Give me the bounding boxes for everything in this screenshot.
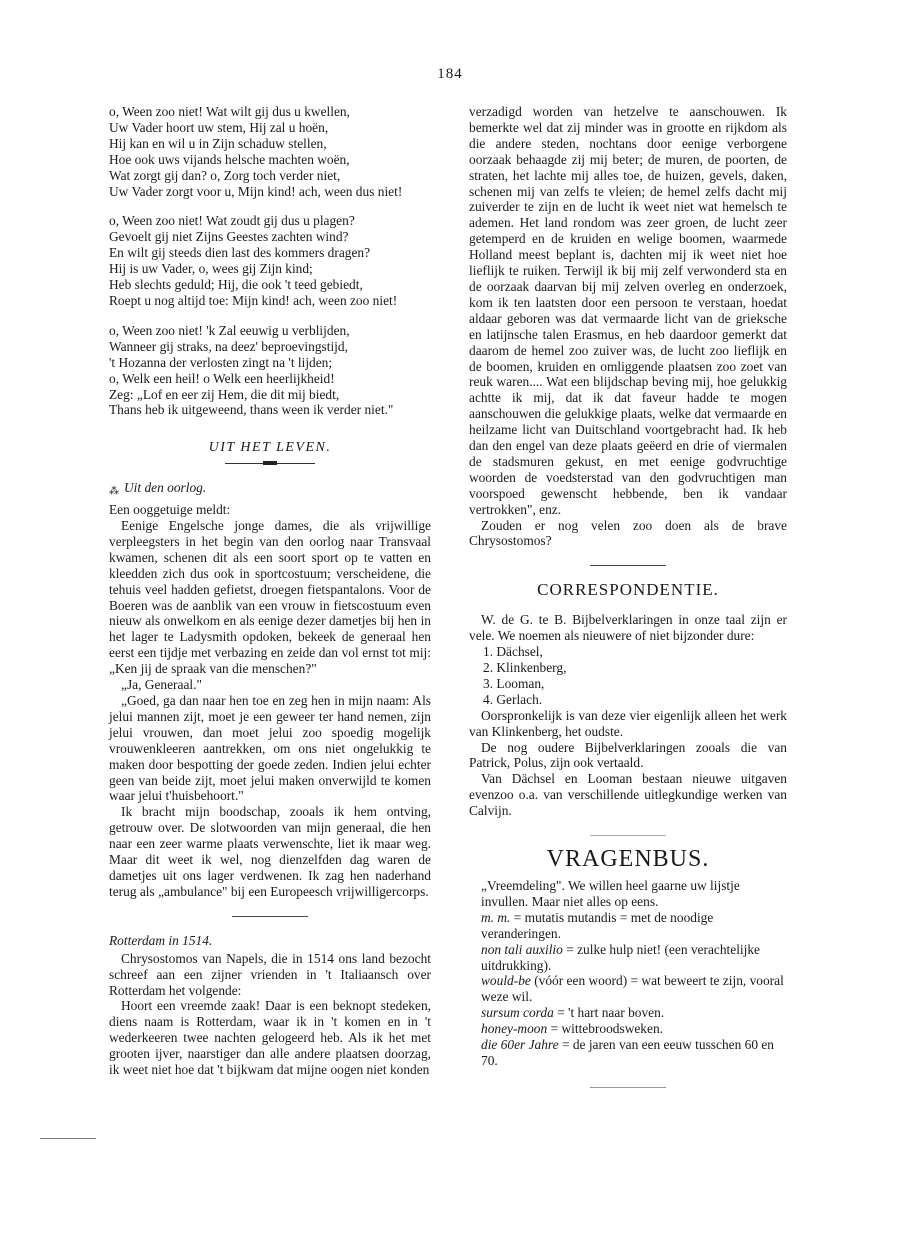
section-divider	[590, 565, 666, 566]
vragenbus-term: m. m.	[481, 909, 511, 925]
vragenbus-entry	[469, 973, 787, 1005]
subheading-oorlog-title: Uit den oorlog.	[124, 480, 207, 496]
poem-line: Uw Vader zorgt voor u, Mijn kind! ach, ween dus niet!	[109, 183, 403, 199]
poem-line: Roept u nog altijd toe: Mijn kind! ach, ween zoo niet!	[109, 292, 398, 308]
ornament-divider	[225, 458, 315, 470]
page-number: 184	[437, 66, 463, 82]
poem-line: o, Ween zoo niet! 'k Zal eeuwig u verblijden,	[109, 322, 350, 338]
poem-line: o, Ween zoo niet! Wat zoudt gij dus u plagen?	[109, 213, 355, 229]
end-divider	[590, 1087, 666, 1088]
margin-rule	[40, 1138, 96, 1139]
vragenbus-text: = 't hart naar boven.	[557, 1005, 665, 1021]
vragenbus-term: sursum corda	[481, 1005, 554, 1021]
vragenbus-term: honey-moon	[481, 1021, 548, 1037]
poem-line: Uw Vader hoort uw stem, Hij zal u hoën,	[109, 119, 329, 135]
paragraph: Zouden er nog velen zoo doen als de brave Chrysostomos?	[469, 517, 787, 549]
vragenbus-text: = zulke hulp niet! (een verachtelijke uitdrukking).	[481, 941, 761, 973]
paragraph: Ik bracht mijn boodschap, zooals ik hem ontving, getrouw over. De slotwoorden van mijn generaal, die hen naar een zeer warme plaats verwenschte, liet ik maar weg. Maar dit weet ik wel, nog dienzelfden dag waren de dametjes uit ons lager verdwenen. Ik zag hen naderhand terug als „ambulance" bij een Europeesch vrijwilligercorps.	[109, 804, 431, 899]
poem-line: Wat zorgt gij dan? o, Zorg toch verder niet,	[109, 167, 341, 183]
poem-line: Heb slechts geduld; Hij, die ook 't teed gebiedt,	[109, 277, 363, 293]
poem-line: 't Hozanna der verlosten zingt na 't lijden;	[109, 354, 333, 370]
subheading-rotterdam: Rotterdam in 1514.	[109, 932, 213, 948]
poem-line: Hij is uw Vader, o, wees gij Zijn kind;	[109, 261, 313, 277]
poem-line: Wanneer gij straks, na deez' beproevingstijd,	[109, 338, 348, 354]
paragraph: „Ja, Generaal."	[121, 677, 202, 693]
subheading-oorlog	[109, 480, 431, 500]
paragraph: Een ooggetuige meldt:	[109, 502, 231, 518]
paragraph: verzadigd worden van hetzelve te aanschouwen. Ik bemerkte wel dat zij minder was in grootte en rijkdom als die andere steden, nochtans door eenige verborgene oorzaak behaagde zij mij beter; de muren, de poorten, de straten, het lachte mij alles toe, de huizen, gevels, daken, schenen mij van zelfs te vleien; de hemel zelfs dacht mij zuiverder te zijn en de lucht ik weet niet wat hemelsch te ademen. Het land rondom was zeer groen, de lucht zeer getemperd en de kruiden en welige boomen, waarmede Holland meest beplant is, dachten mij ik weet niet hoe lieflijk te ruiken. Terwijl ik bij mij zelf verwonderd sta en de oorzaak daarvan bij mij zelven overleg en onderzoek, kom ik ten laatsten door een persoon te verstaan, hoedat aldaar geboren was dat vermaarde licht van de grieksche en latijnsche talen Erasmus, en heb daardoor gemerkt dat daarom de hemel zoo zuiver was, de lucht zoo lieflijk en de boomen, kruiden en omliggende plaatsen zoo zoet van reuk waren.... Wat een blijdschap beving mij, hoe gelukkig achtte ik mij, dat ik dat faveur hadde te mogen aanschouwen die gelukkige plaats, welke dat vermaarde en heilzame licht van Duitschland voortgebracht had. Ik heb dan den engel van deze plaats geëerd en drie of viermalen de stadsmuren gekust, en met eenige godvruchtige woorden de voedsterstad van den godvruchtigen man voorspoed gewenscht hebbende, ben ik vandaar vertrokken", enz.	[469, 104, 787, 517]
poem-line: o, Welk een heil! o Welk een heerlijkheid!	[109, 370, 335, 386]
vragenbus-term: „Vreemdeling".	[481, 877, 565, 893]
vragenbus-entry	[469, 910, 787, 942]
vragenbus-text: = wittebroodsweken.	[550, 1021, 663, 1037]
vragenbus-text: We willen heel gaarne uw lijstje invullen. Maar niet alles op eens.	[481, 877, 740, 909]
poem-line: Thans heb ik uitgeweend, thans ween ik verder niet."	[109, 402, 394, 418]
left-column	[109, 104, 431, 1078]
paragraph: Oorspronkelijk is van deze vier eigenlijk alleen het werk van Klinkenberg, het oudste.	[469, 707, 787, 739]
paragraph: „Goed, ga dan naar hen toe en zeg hen in mijn naam: Als jelui mannen zijt, moet je een geweer ter hand nemen, zijn jelui vrouwen, dan moet jelui zoo spoedig mogelijk vrouwenkleeren aantrekken, om ons niet ongelukkig te maken door bespotting der goede zeden. Indien jelui echter geen van beide zijt, moet jelui maken onverwijld te komen waar jelui t'huisbehoort."	[109, 693, 431, 804]
poem-line: Hij kan en wil u in Zijn schaduw stellen,	[109, 135, 327, 151]
commentary-list	[469, 644, 787, 708]
ornament-dash	[263, 461, 277, 465]
poem-line: Zeg: „Lof en eer zij Hem, die dit mij biedt,	[109, 386, 340, 402]
vragenbus-term: would-be	[481, 973, 531, 989]
vragenbus-term: die 60er Jahre	[481, 1037, 559, 1053]
correspondentie-heading: CORRESPONDENTIE.	[537, 580, 719, 600]
paragraph: De nog oudere Bijbelverklaringen zooals die van Patrick, Polus, zijn ook vertaald.	[469, 739, 787, 771]
paragraph: Chrysostomos van Napels, die in 1514 ons land bezocht schreef aan een zijner vrienden in 't Italiaansch over Rotterdam het volgende:	[109, 950, 431, 998]
section-divider	[590, 835, 666, 836]
vragenbus-entry	[469, 1005, 787, 1021]
vragenbus-text: = mutatis mutandis = met de noodige veranderingen.	[481, 909, 714, 941]
vragenbus-entry	[469, 942, 787, 974]
poem-line: Hoe ook uws vijands helsche machten woën,	[109, 151, 350, 167]
asterism-icon: ⁂	[109, 486, 120, 498]
poem-line: En wilt gij steeds dien last des kommers dragen?	[109, 245, 371, 261]
vragenbus-entry	[469, 1021, 787, 1037]
poem-line: Gevoelt gij niet Zijns Geestes zachten wind?	[109, 229, 349, 245]
section-divider	[232, 916, 308, 917]
vragenbus-text: = de jaren van een eeuw tusschen 60 en 70.	[481, 1037, 774, 1068]
paragraph: Hoort een vreemde zaak! Daar is een beknopt stedeken, diens naam is Rotterdam, waar ik in 't komen en in 't wederkeeren twee nachten gelogeerd heb. Als ik het met grooten ijver, naarstiger dan alle andere plaatsen doorzag, ik weet niet hoe dat 't bijkwam dat mijne oogen niet konden	[109, 998, 431, 1078]
vragenbus-entry	[469, 878, 787, 910]
list-item: 3. Looman,	[483, 675, 545, 691]
paragraph: W. de G. te B. Bijbelverklaringen in onze taal zijn er vele. We noemen als nieuwere of niet bijzonder dure:	[469, 612, 787, 644]
poem-stanza-1	[109, 104, 431, 199]
paragraph: Eenige Engelsche jonge dames, die als vrijwillige verpleegsters in het begin van den oorlog naar Transvaal kwamen, schenen dit als een soort sport op te vatten en kleedden zich dus ook in sportcostuum; verscheidene, die tehuis veel hadden gefietst, droegen fietspantalons. Voor de Boeren was de aanblik van een vrouw in fietscostuum even nieuw als onwelkom en als eenige dezer dametjes bij hen in het lager te Ladysmith opdoken, bekeek de generaal hen eerst een tijdje met verbazing en zeide dan vol ernst tot mij: „Ken jij de spraak van die menschen?"	[109, 518, 431, 677]
poem-stanza-2	[109, 213, 431, 308]
vragenbus-text: (vóór een woord) = wat beweert te zijn, vooral weze wil.	[481, 973, 784, 1005]
list-item: 4. Gerlach.	[483, 691, 543, 707]
list-item: 2. Klinkenberg,	[483, 660, 567, 675]
vragenbus-heading: VRAGENBUS.	[546, 846, 710, 873]
vragenbus-term: non tali auxilio	[481, 941, 563, 957]
list-item: 1. Dächsel,	[483, 644, 543, 660]
section-heading-uit-het-leven: UIT HET LEVEN.	[208, 440, 332, 456]
right-column	[469, 104, 787, 1088]
poem-stanza-3	[109, 323, 431, 418]
poem-line: o, Ween zoo niet! Wat wilt gij dus u kwellen,	[109, 104, 350, 119]
paragraph: Van Dächsel en Looman bestaan nieuwe uitgaven evenzoo o.a. van verschillende uitlegkundige werken van Calvijn.	[469, 771, 787, 819]
vragenbus-entry	[469, 1037, 787, 1069]
